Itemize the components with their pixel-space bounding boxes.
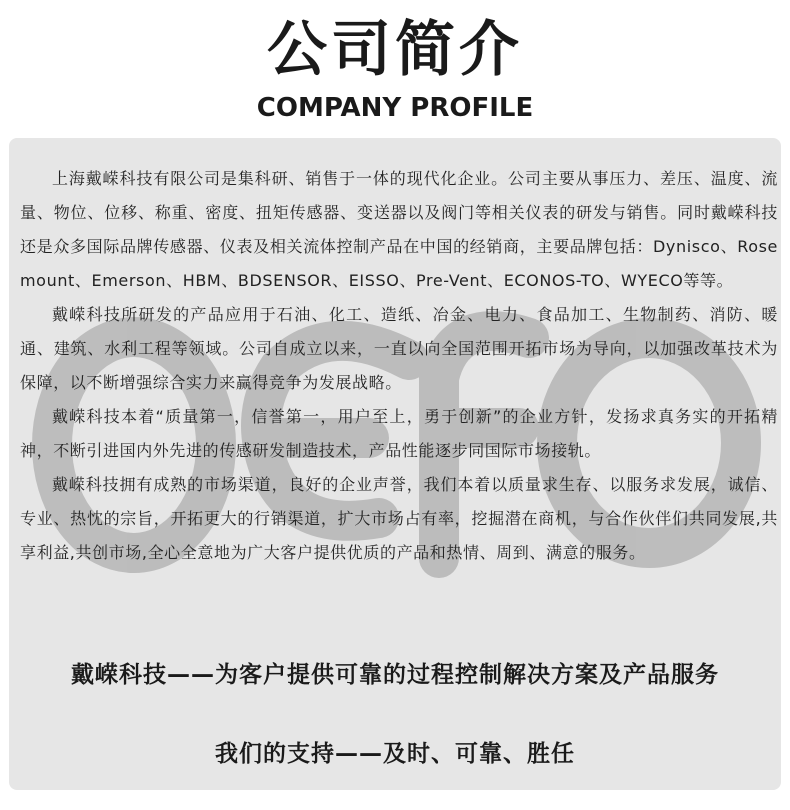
paragraph-intro: 上海戴嵘科技有限公司是集科研、销售于一体的现代化企业。公司主要从事压力、差压、温度、流量、物位、位移、称重、密度、扭矩传感器、变送器以及阀门等相关仪表的研发与销售。同时戴嵘科技还是众多国际品牌传感器、仪表及相关流体控制产品在中国的经销商，主要品牌包括：Dynisco、Rosemount、Emerson、HBM、BDSENSOR、EISSO、Pre-Vent、ECONOS-TO、WYECO等等。 xyxy=(20,169,778,290)
page-title: 公司简介 xyxy=(267,15,523,85)
profile-panel xyxy=(9,138,781,790)
page-subtitle: COMPANY PROFILE xyxy=(256,93,534,123)
header xyxy=(0,0,790,138)
paragraph-applications: 戴嵘科技所研发的产品应用于石油、化工、造纸、冶金、电力、食品加工、生物制药、消防、暖通、建筑、水利工程等领域。公司自成立以来，一直以向全国范围开拓市场为导向，以加强改革技术为保障，以不断增强综合实力来赢得竞争为发展战略。 xyxy=(20,305,778,392)
paragraph-policy: 戴嵘科技本着“质量第一，信誉第一，用户至上，勇于创新”的企业方针，发扬求真务实的开拓精神，不断引进国内外先进的传感研发制造技术，产品性能逐步同国际市场接轨。 xyxy=(20,407,778,460)
slogan-support: 我们的支持——及时、可靠、胜任 xyxy=(215,741,575,767)
profile-text xyxy=(20,162,778,570)
slogan-main: 戴嵘科技——为客户提供可靠的过程控制解决方案及产品服务 xyxy=(71,662,719,688)
paragraph-market: 戴嵘科技拥有成熟的市场渠道，良好的企业声誉，我们本着以质量求生存、以服务求发展，诚信、专业、热忱的宗旨，开拓更大的行销渠道，扩大市场占有率，挖掘潜在商机，与合作伙伴们共同发展,共享利益,共创市场,全心全意地为广大客户提供优质的产品和热情、周到、满意的服务。 xyxy=(20,475,778,562)
